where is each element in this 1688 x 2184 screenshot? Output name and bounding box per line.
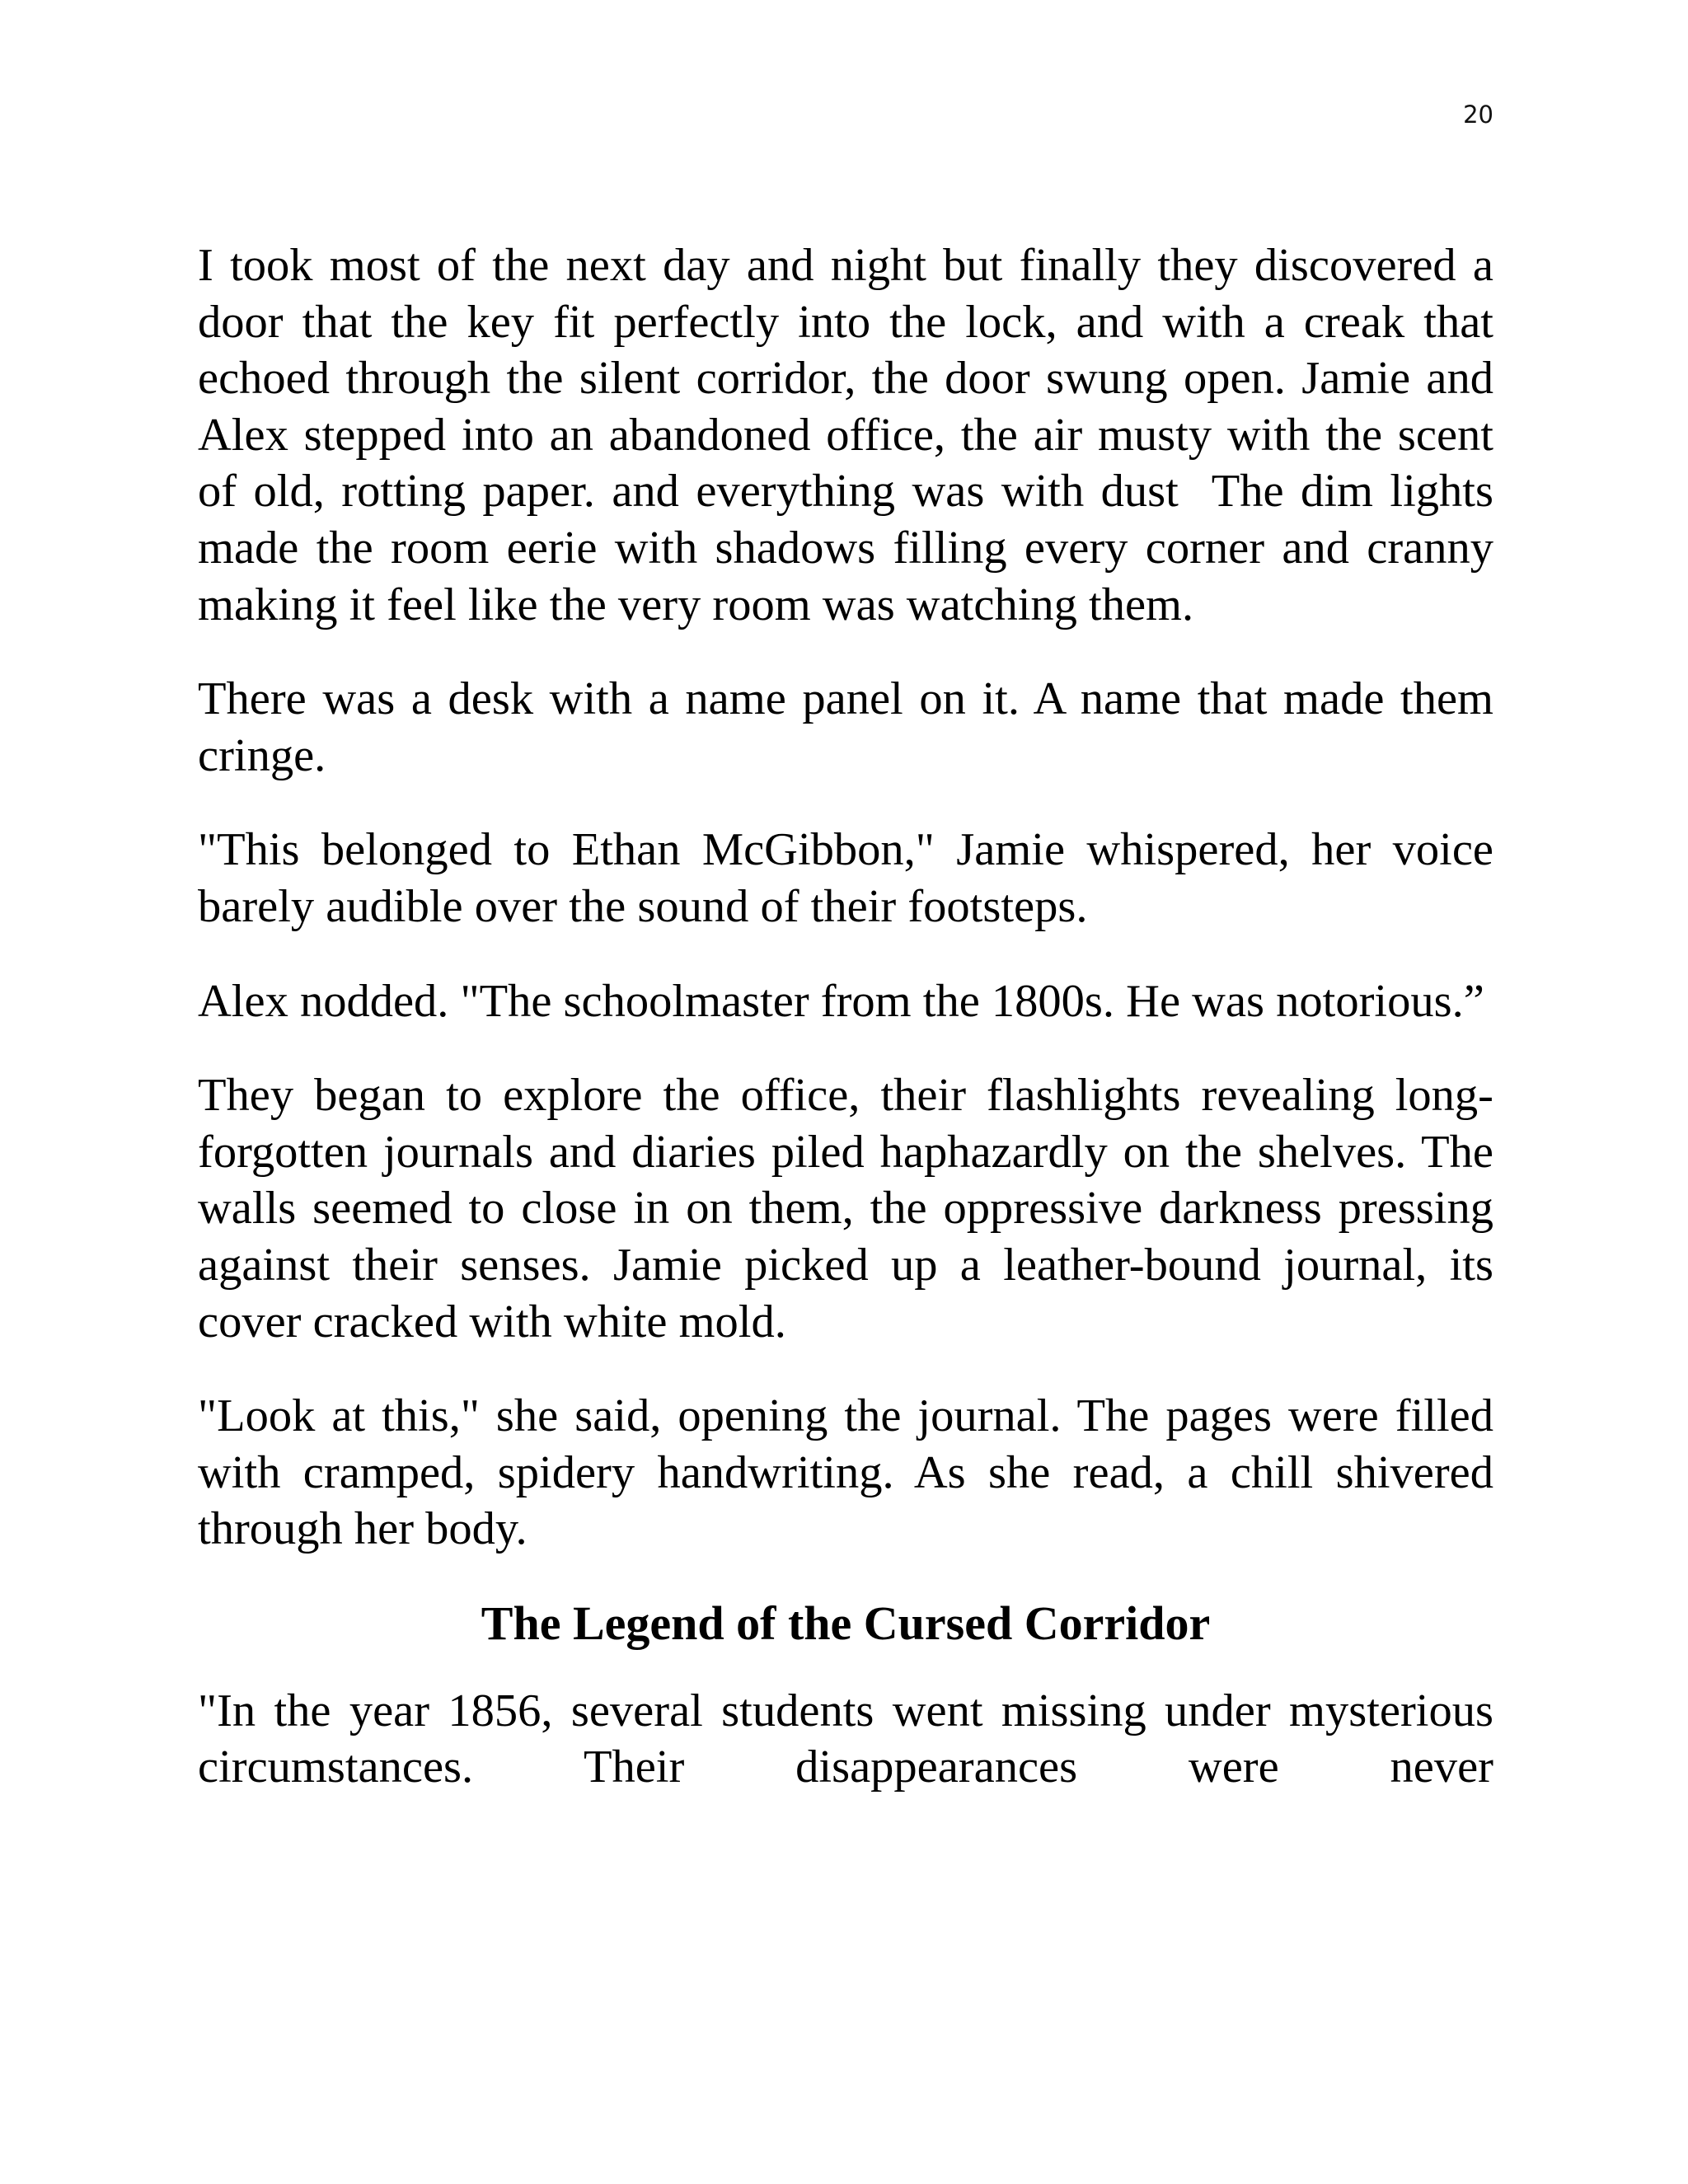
paragraph: I took most of the next day and night but finally they discovered a door that the key fit perfectly into the lock, and with a creak that echoed through the silent corridor, the door swung open. Jamie and Alex stepped into an abandoned office, the air musty with the scent of old, rotting paper. and everything was with dust The dim lights made the room eerie with shadows filling every corner and cranny making it feel like the very room was watching them. <box>198 240 1517 630</box>
page-body <box>198 237 1517 1796</box>
paragraph: They began to explore the office, their flashlights revealing long-forgotten journals and diaries piled haphazardly on the shelves. The walls seemed to close in on them, the oppressive darkness pressing against their senses. Jamie picked up a leather-bound journal, its cover cracked with white mold. <box>198 1070 1506 1347</box>
page-number: 20 <box>1463 101 1493 129</box>
section-heading: The Legend of the Cursed Corridor <box>481 1596 1211 1650</box>
paragraph: There was a desk with a name panel on it. A name that made them cringe. <box>198 673 1506 781</box>
paragraph: "Look at this," she said, opening the journal. The pages were filled with cramped, spidery handwriting. As she read, a chill shivered through her body. <box>198 1390 1506 1555</box>
paragraph: Alex nodded. "The schoolmaster from the 1800s. He was notorious.” <box>198 975 1484 1027</box>
paragraph-continued: "In the year 1856, several students went missing under mysterious circumstances. Their disappearances were never <box>198 1685 1506 1793</box>
paragraph: "This belonged to Ethan McGibbon," Jamie whispered, her voice barely audible over the sound of their footsteps. <box>198 824 1506 932</box>
